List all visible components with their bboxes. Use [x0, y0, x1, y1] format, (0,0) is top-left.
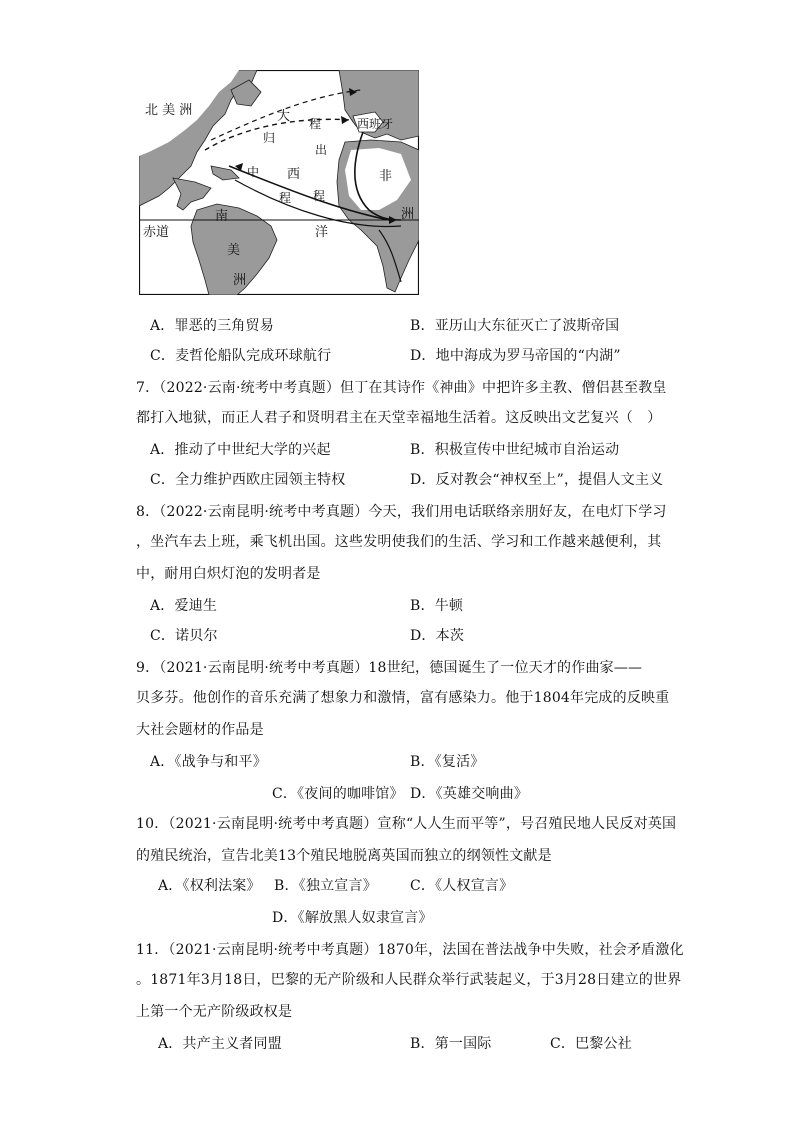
q8-option-d: D．本茨 [410, 628, 465, 644]
q7-option-b: B．积极宣传中世纪城市自治运动 [410, 442, 620, 458]
label-spain: 西班牙 [357, 117, 394, 131]
label-mei: 美 [227, 243, 241, 258]
q9-stem-line1: 9．（2021·云南昆明·统考中考真题）18世纪，德国诞生了一位天才的作曲家—— [136, 660, 643, 676]
q7-option-d: D．反对教会“神权至上”，提倡人文主义 [410, 472, 664, 488]
label-da: 大 [277, 109, 291, 124]
q7-option-a: A．推动了中世纪大学的兴起 [150, 442, 331, 458]
q10-option-a: A．《权利法案》 [158, 878, 261, 894]
q11-stem-line1: 11．（2021·云南昆明·统考中考真题）1870年，法国在普法战争中失败，社会矛盾激化 [136, 942, 684, 958]
q8-option-c: C．诺贝尔 [150, 628, 218, 644]
map-svg [139, 70, 419, 295]
label-yang: 洋 [315, 225, 329, 240]
q9-option-a: A．《战争与和平》 [150, 754, 267, 770]
label-zhong: 中 [247, 165, 260, 179]
atlantic-trade-map [139, 70, 419, 295]
label-north-america: 北 美 洲 [145, 103, 193, 118]
q7-stem-line1: 7．（2022·云南·统考中考真题）但丁在其诗作《神曲》中把许多主教、僧侣甚至教皇 [136, 380, 667, 396]
label-cheng2: 程 [313, 189, 326, 203]
q10-option-c: C．《人权宣言》 [410, 878, 514, 894]
label-chu: 出 [315, 143, 328, 157]
q9-option-b: B．《复活》 [410, 754, 485, 770]
q10-option-d: D．《解放黑人奴隶宣言》 [272, 910, 433, 926]
q8-stem-line3: 中，耐用白炽灯泡的发明者是 [136, 566, 321, 582]
q10-stem-line2: 的殖民统治，宣告北美13个殖民地脱离英国而独立的纲领性文献是 [136, 848, 552, 864]
q8-option-a: A．爱迪生 [150, 598, 218, 614]
q6-option-b: B．亚历山大东征灭亡了波斯帝国 [410, 318, 620, 334]
q6-option-d: D．地中海成为罗马帝国的“内湖” [410, 348, 621, 364]
q9-stem-line3: 大社会题材的作品是 [136, 722, 264, 738]
label-cheng1: 程 [309, 117, 322, 131]
q11-stem-line3: 上第一个无产阶级政权是 [136, 1004, 293, 1020]
q7-option-c: C．全力维护西欧庄园领主特权 [150, 472, 346, 488]
q6-option-a: A．罪恶的三角贸易 [150, 318, 274, 334]
q9-stem-line2: 贝多芬。他创作的音乐充满了想象力和激情，富有感染力。他于1804年完成的反映重 [136, 690, 670, 706]
q11-option-b: B．第一国际 [410, 1036, 492, 1052]
q7-stem-line2: 都打入地狱，而正人君子和贤明君主在天堂幸福地生活着。这反映出文艺复兴（ ） [136, 410, 662, 426]
label-equator: 赤道 [143, 225, 170, 240]
label-nan: 南 [215, 209, 229, 224]
label-gui: 归 [263, 131, 276, 145]
q8-stem-line1: 8．（2022·云南昆明·统考中考真题）今天，我们用电话联络亲朋好友，在电灯下学习 [136, 504, 667, 520]
q10-option-b: B．《独立宣言》 [274, 878, 377, 894]
q11-stem-line2: 。1871年3月18日，巴黎的无产阶级和人民群众举行武装起义，于3月28日建立的世界 [136, 972, 682, 988]
label-fei: 非 [379, 169, 393, 184]
q9-option-d: D．《英雄交响曲》 [410, 786, 529, 802]
q9-option-c: C．《夜间的咖啡馆》 [272, 786, 404, 802]
label-zhou-sa: 洲 [233, 273, 247, 288]
label-cheng3: 程 [279, 191, 292, 205]
q10-stem-line1: 10．（2021·云南昆明·统考中考真题）宣称“人人生而平等”，号召殖民地人民反对英国 [136, 816, 677, 832]
label-xi: 西 [287, 167, 301, 182]
q8-option-b: B．牛顿 [410, 598, 464, 614]
label-zhou-africa: 洲 [401, 207, 415, 222]
q11-option-c: C．巴黎公社 [550, 1036, 632, 1052]
q11-option-a: A．共产主义者同盟 [158, 1036, 282, 1052]
q6-option-c: C．麦哲伦船队完成环球航行 [150, 348, 332, 364]
q8-stem-line2: ，坐汽车去上班，乘飞机出国。这些发明使我们的生活、学习和工作越来越便利，其 [136, 534, 662, 550]
